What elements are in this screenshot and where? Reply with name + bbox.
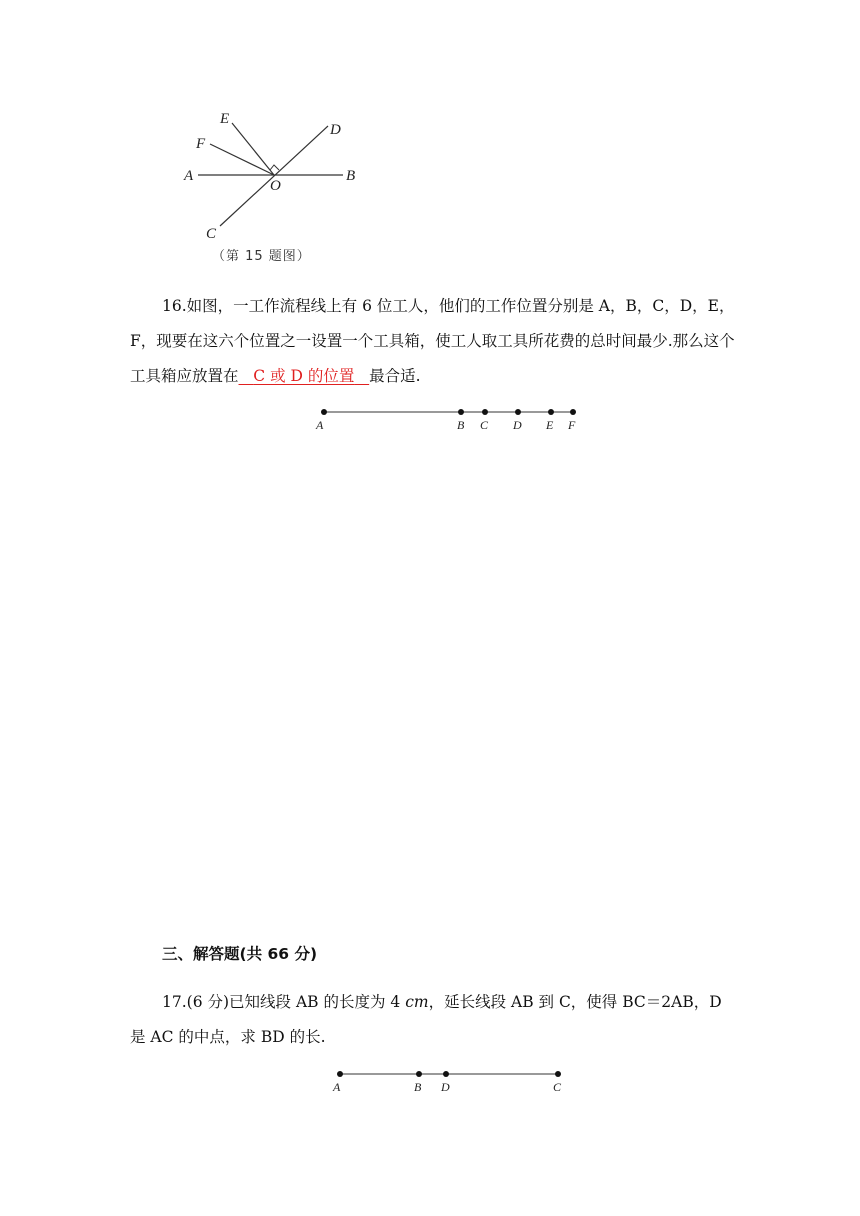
point-d	[515, 409, 521, 415]
q17-unit: cm	[405, 993, 429, 1011]
figure-15-diagram	[180, 108, 380, 268]
label-a: A	[316, 418, 324, 432]
q17-text-2: ，延长线段 AB 到 C，使得 BC＝2AB，D 是 AC 的中点，求 BD 的长.	[130, 993, 722, 1046]
q17-text-1: 17.(6 分)已知线段 AB 的长度为 4	[162, 993, 406, 1011]
label-e: E	[546, 418, 554, 432]
question-16	[130, 289, 740, 394]
q16-text-end: 最合适.	[369, 367, 421, 385]
point-b	[458, 409, 464, 415]
figure-15-caption: （第 15 题图）	[212, 249, 311, 264]
label-b: B	[346, 168, 356, 184]
label-c: C	[206, 226, 217, 242]
label-b: B	[457, 418, 465, 432]
label-d: D	[330, 122, 341, 138]
figure-16-line	[310, 402, 590, 438]
point-b	[416, 1071, 422, 1077]
ray-oe	[232, 123, 274, 175]
label-f: F	[196, 136, 206, 152]
label-a: A	[184, 168, 194, 184]
point-a	[321, 409, 327, 415]
point-c	[555, 1071, 561, 1077]
point-c	[482, 409, 488, 415]
label-e: E	[220, 111, 230, 127]
figure-17-line	[326, 1064, 576, 1100]
point-d	[443, 1071, 449, 1077]
q16-answer: C 或 D 的位置	[253, 367, 355, 385]
point-a	[337, 1071, 343, 1077]
section-3-title: 三、解答题(共 66 分)	[162, 945, 318, 963]
ray-of	[210, 144, 274, 175]
label-c: C	[480, 418, 489, 432]
label-c: C	[553, 1080, 562, 1094]
question-17	[130, 985, 740, 1055]
label-b: B	[414, 1080, 422, 1094]
point-e	[548, 409, 554, 415]
label-o: O	[270, 178, 281, 194]
label-a: A	[333, 1080, 341, 1094]
line-cd	[220, 126, 328, 226]
label-f: F	[568, 418, 576, 432]
right-angle-mark	[270, 165, 279, 170]
label-d: D	[513, 418, 522, 432]
point-f	[570, 409, 576, 415]
q16-text: 16.如图，一工作流程线上有 6 位工人，他们的工作位置分别是 A，B，C，D，E，F，现要在这六个位置之一设置一个工具箱，使工人取工具所花费的总时间最少.那么这个工具箱应放置在	[130, 297, 735, 385]
label-d: D	[441, 1080, 450, 1094]
